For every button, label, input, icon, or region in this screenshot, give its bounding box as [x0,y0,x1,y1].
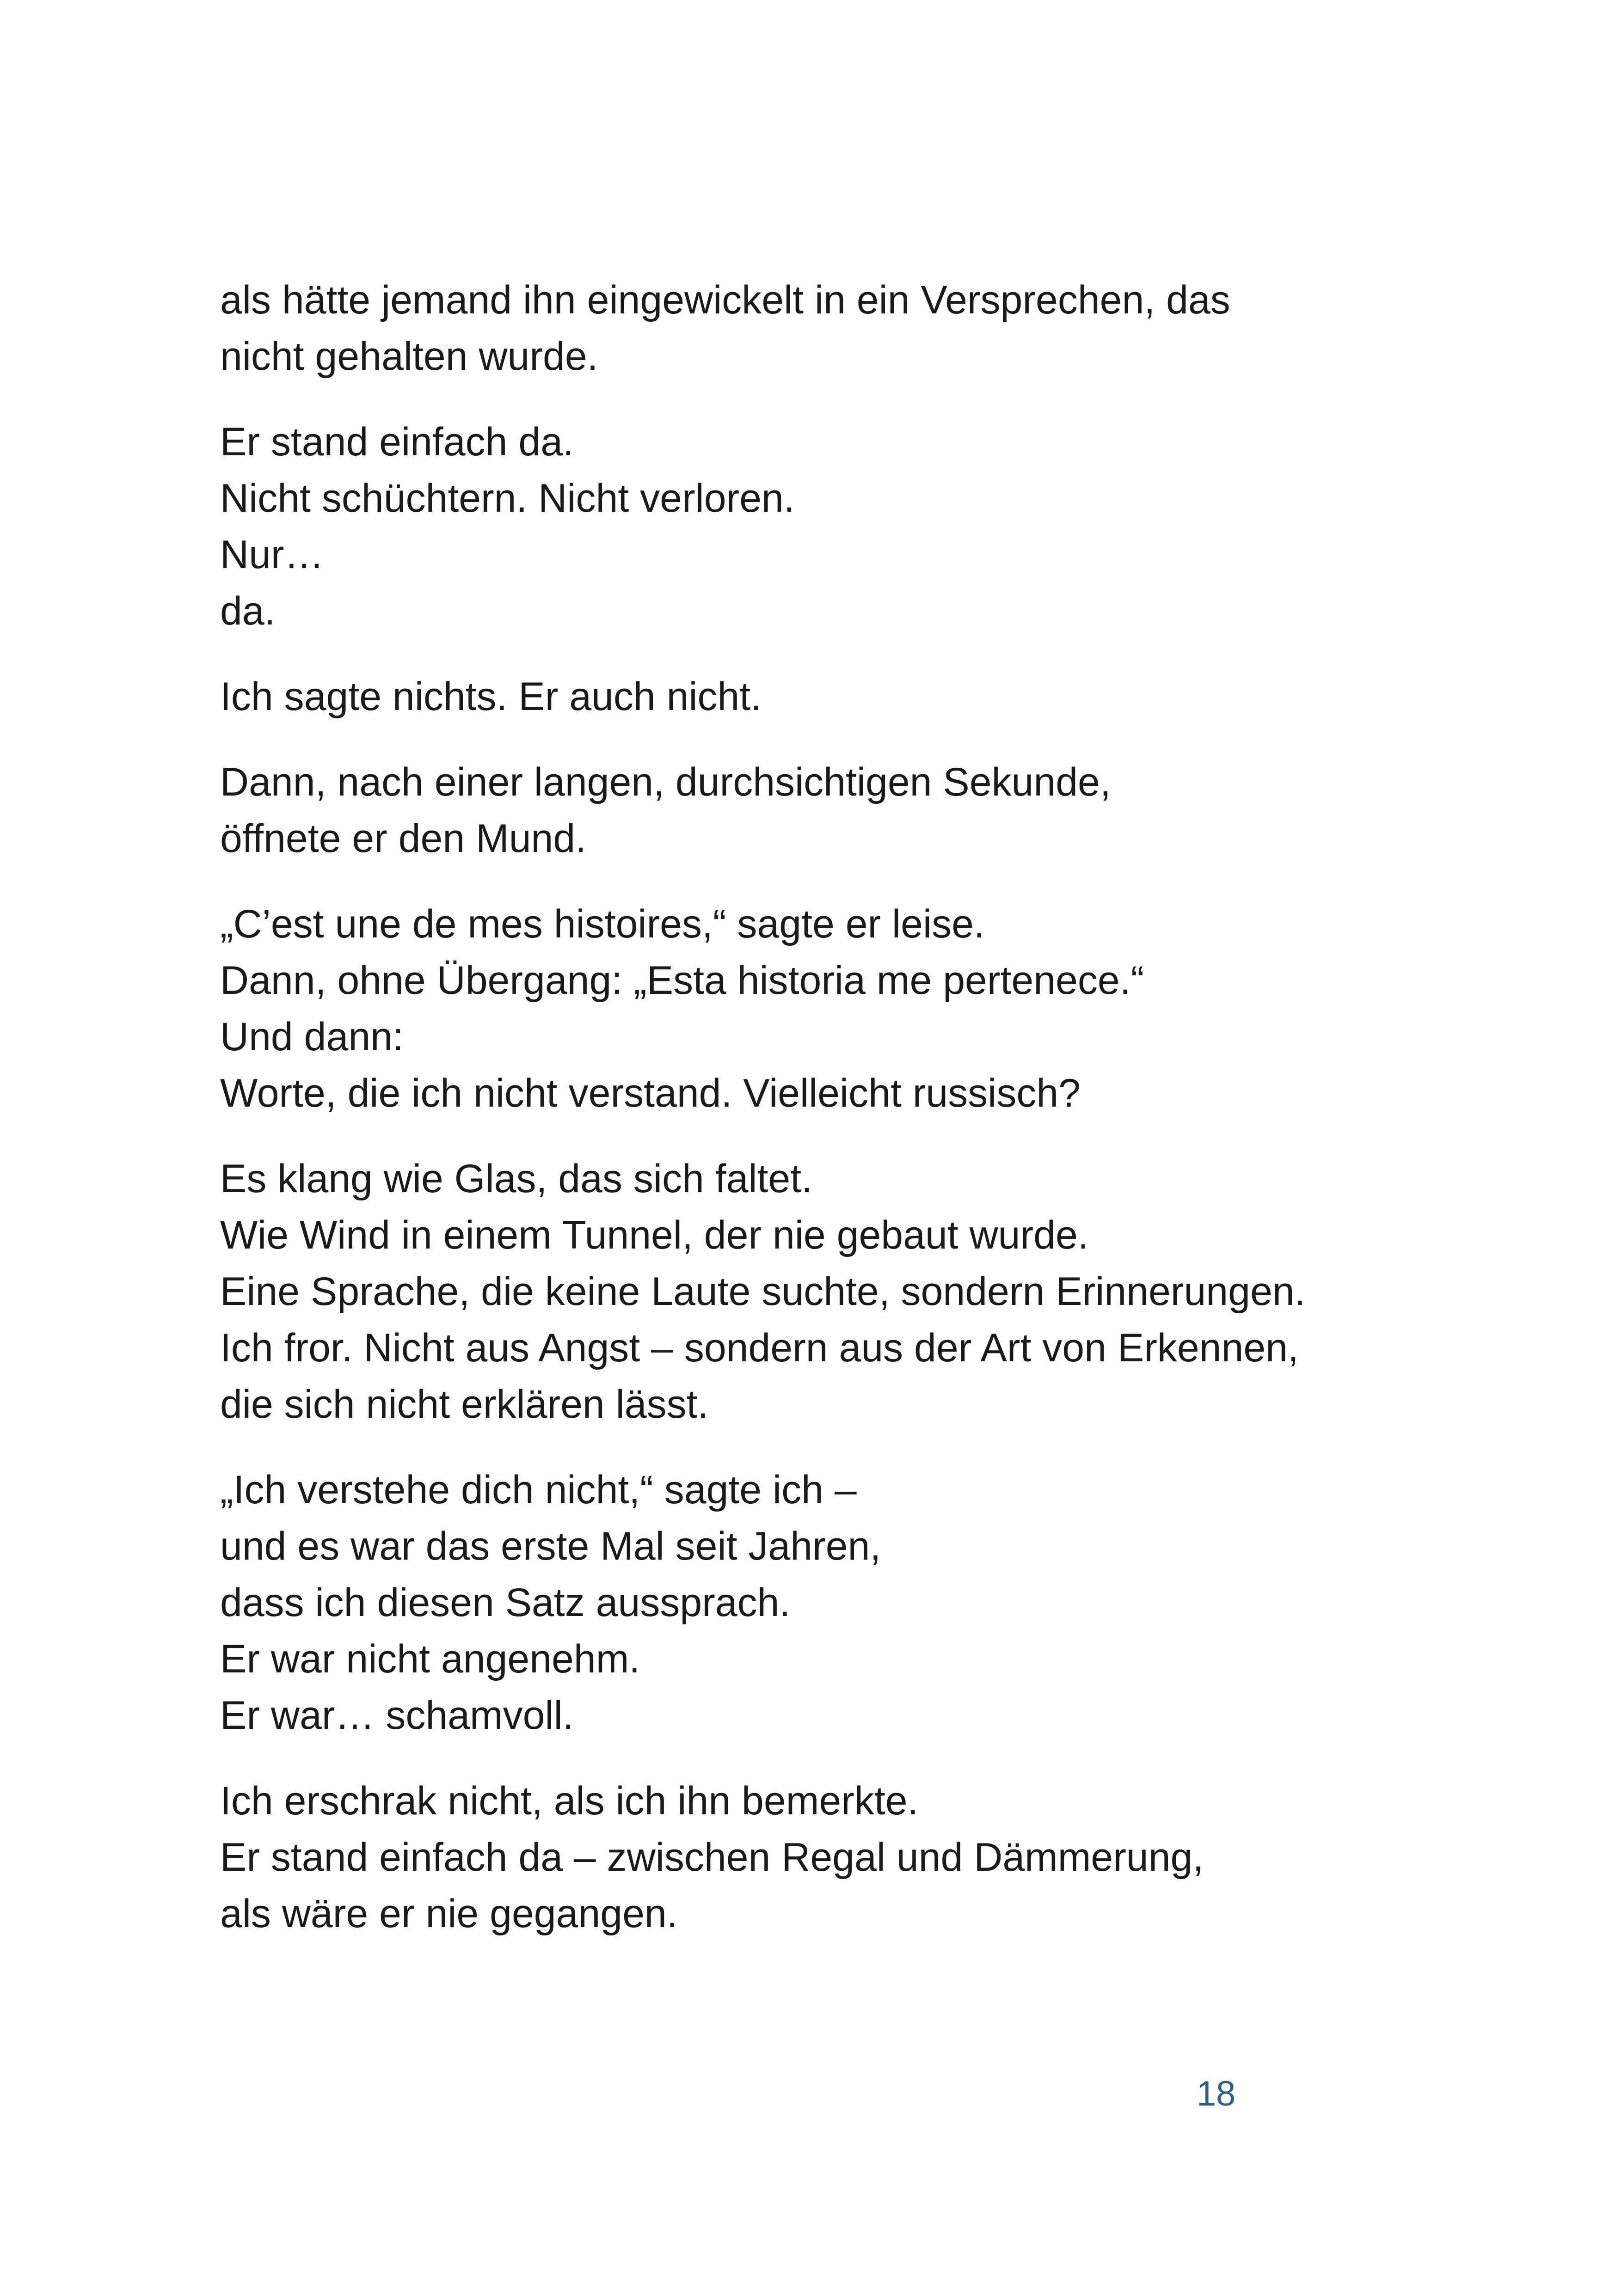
paragraph [220,1462,1468,1744]
paragraph [220,272,1468,385]
text-line: Dann, nach einer langen, durchsichtigen Sekunde, [220,760,1111,804]
paragraph [220,1773,1468,1942]
text-line: Worte, die ich nicht verstand. Vielleicht russisch? [220,1071,1081,1115]
paragraph [220,1151,1468,1433]
paragraph [220,896,1468,1121]
text-line: Ich sagte nichts. Er auch nicht. [220,674,762,719]
text-line: Ich erschrak nicht, als ich ihn bemerkte. [220,1779,919,1823]
paragraph [220,668,1468,725]
text-line: Dann, ohne Übergang: „Esta historia me pertenece.“ [220,958,1144,1003]
text-line: als wäre er nie gegangen. [220,1892,678,1936]
text-line: da. [220,589,276,633]
text-line: Nur… [220,533,324,577]
text-line: die sich nicht erklären lässt. [220,1382,709,1427]
text-line: Nicht schüchtern. Nicht verloren. [220,476,795,520]
text-line: Und dann: [220,1015,404,1059]
text-line: als hätte jemand ihn eingewickelt in ein Versprechen, das [220,278,1230,322]
page-number: 18 [1196,2074,1236,2113]
text-line: nicht gehalten wurde. [220,334,598,379]
text-line: Eine Sprache, die keine Laute suchte, sondern Erinnerungen. [220,1269,1306,1314]
body-text [220,272,1468,1971]
text-line: „Ich verstehe dich nicht,“ sagte ich – [220,1468,857,1512]
text-line: Er stand einfach da – zwischen Regal und Dämmerung, [220,1835,1204,1880]
text-line: und es war das erste Mal seit Jahren, [220,1524,881,1568]
paragraph [220,754,1468,867]
text-line: „C’est une de mes histoires,“ sagte er leise. [220,902,985,946]
text-line: Er war… schamvoll. [220,1693,574,1738]
text-line: Wie Wind in einem Tunnel, der nie gebaut wurde. [220,1213,1089,1257]
text-line: Er war nicht angenehm. [220,1637,640,1681]
text-line: öffnete er den Mund. [220,816,587,861]
text-line: dass ich diesen Satz aussprach. [220,1580,791,1625]
text-line: Ich fror. Nicht aus Angst – sondern aus der Art von Erkennen, [220,1326,1299,1370]
text-line: Es klang wie Glas, das sich faltet. [220,1157,813,1201]
text-line: Er stand einfach da. [220,420,574,464]
paragraph [220,414,1468,639]
